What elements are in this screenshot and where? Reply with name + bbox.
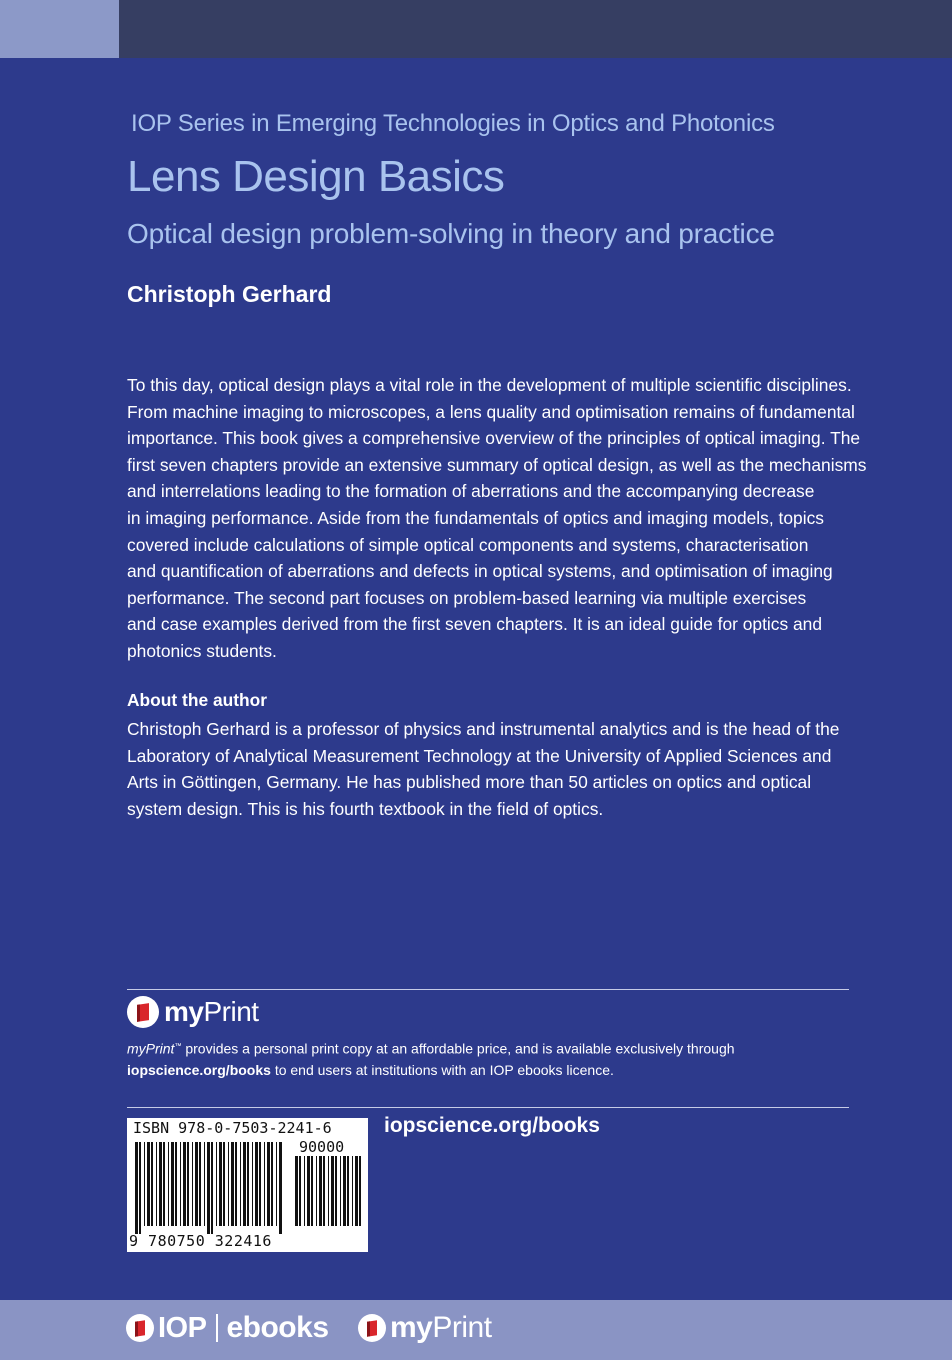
series-title: IOP Series in Emerging Technologies in Optics and Photonics bbox=[131, 110, 775, 137]
myprint-desc-line bbox=[127, 1036, 849, 1060]
barcode-bar bbox=[252, 1142, 253, 1226]
barcode-bar bbox=[171, 1142, 174, 1226]
description-line: To this day, optical design plays a vital role in the development of multiple scientific disciplines. bbox=[127, 375, 852, 395]
author-name: Christoph Gerhard bbox=[127, 281, 332, 307]
about-line: Arts in Göttingen, Germany. He has published more than 50 articles on optics and optical bbox=[127, 772, 812, 793]
barcode-bar bbox=[156, 1142, 157, 1226]
description-line: and quantification of aberrations and defects in optical systems, and optimisation of imaging bbox=[127, 561, 833, 582]
logo-text-my: my bbox=[164, 996, 204, 1027]
myprint-logo bbox=[127, 995, 259, 1029]
barcode-bar bbox=[323, 1156, 325, 1226]
footer-myprint-logo bbox=[358, 1308, 492, 1348]
barcode-bar bbox=[255, 1142, 258, 1226]
barcode-bar bbox=[175, 1142, 177, 1226]
barcode-bar bbox=[207, 1142, 210, 1234]
myprint-description bbox=[127, 1036, 849, 1081]
myprint-desc-line bbox=[127, 1060, 849, 1081]
barcode-bar bbox=[187, 1142, 189, 1226]
description-line: performance. The second part focuses on problem-based learning via multiple exercises bbox=[127, 587, 807, 608]
barcode-bar bbox=[359, 1156, 361, 1226]
logo-separator bbox=[216, 1314, 218, 1342]
barcode-bar bbox=[355, 1156, 358, 1226]
barcode-bar bbox=[159, 1142, 162, 1226]
myprint-brand: myPrint bbox=[127, 1040, 175, 1057]
barcode-bar bbox=[299, 1156, 301, 1226]
website-link[interactable]: iopscience.org/books bbox=[384, 1114, 600, 1137]
barcode-bar bbox=[316, 1156, 317, 1226]
barcode-bar bbox=[271, 1142, 273, 1226]
divider-rule bbox=[127, 1107, 849, 1108]
isbn-label: ISBN 978-0-7503-2241-6 bbox=[133, 1119, 332, 1137]
description-line: and case examples derived from the first seven chapters. It is an ideal guide for optics and bbox=[127, 614, 823, 635]
barcode-bar bbox=[304, 1156, 305, 1226]
barcode-bar bbox=[204, 1142, 205, 1226]
footer-ebooks-text: ebooks bbox=[226, 1311, 329, 1344]
barcode-bar bbox=[168, 1142, 169, 1226]
barcode-bar bbox=[335, 1156, 337, 1226]
footer-print-text: Print bbox=[432, 1311, 492, 1344]
barcode-bar bbox=[195, 1142, 198, 1226]
top-bar-accent bbox=[0, 0, 119, 58]
logo-text-print: Print bbox=[203, 996, 259, 1027]
barcode-bar bbox=[223, 1142, 225, 1226]
barcode-bar bbox=[340, 1156, 341, 1226]
barcode-bar bbox=[276, 1142, 277, 1226]
barcode-bar bbox=[264, 1142, 265, 1226]
barcode-bar bbox=[240, 1142, 241, 1226]
barcode-bar bbox=[228, 1142, 229, 1226]
barcode-bar bbox=[231, 1142, 234, 1226]
barcode-bar bbox=[311, 1156, 313, 1226]
barcode-bar bbox=[352, 1156, 353, 1226]
book-icon bbox=[358, 1314, 386, 1342]
isbn-barcode bbox=[127, 1118, 368, 1252]
description-line: importance. This book gives a comprehensive overview of the principles of optical imaging. The bbox=[127, 428, 861, 449]
description-line: photonics students. bbox=[127, 640, 277, 661]
top-bar bbox=[0, 0, 952, 58]
footer-my-text: my bbox=[390, 1311, 433, 1344]
barcode-bar bbox=[211, 1142, 213, 1234]
barcode-bar bbox=[163, 1142, 165, 1226]
barcode-bar bbox=[235, 1142, 237, 1226]
book-icon bbox=[126, 1314, 154, 1342]
barcode-bar bbox=[243, 1142, 246, 1226]
barcode-bar bbox=[219, 1142, 222, 1226]
barcode-bar bbox=[216, 1142, 217, 1226]
description-line: in imaging performance. Aside from the fundamentals of optics and imaging models, topics bbox=[127, 507, 824, 528]
book-title: Lens Design Basics bbox=[127, 152, 505, 201]
barcode-bar bbox=[279, 1142, 282, 1234]
barcode-bar bbox=[347, 1156, 349, 1226]
trademark-mark: ™ bbox=[174, 1043, 182, 1050]
price-code: 90000 bbox=[299, 1138, 345, 1156]
barcode-bar bbox=[144, 1142, 145, 1226]
iop-ebooks-logo bbox=[126, 1308, 329, 1348]
barcode-bar bbox=[331, 1156, 334, 1226]
barcode-bar bbox=[147, 1142, 150, 1226]
footer-bar bbox=[0, 1300, 952, 1360]
about-author-heading: About the author bbox=[127, 690, 268, 710]
barcode-bar bbox=[139, 1142, 141, 1234]
description-line: covered include calculations of simple optical components and systems, characterisation bbox=[127, 534, 809, 555]
barcode-bar bbox=[199, 1142, 201, 1226]
divider-rule bbox=[127, 989, 849, 990]
barcode-bar bbox=[259, 1142, 261, 1226]
about-line: Christoph Gerhard is a professor of physics and instrumental analytics and is the head of the bbox=[127, 719, 840, 739]
myprint-desc-link[interactable]: iopscience.org/books bbox=[127, 1061, 271, 1078]
myprint-desc-text: to end users at institutions with an IOP ebooks licence. bbox=[270, 1061, 614, 1078]
myprint-desc-text: provides a personal print copy at an affordable price, and is available exclusively through bbox=[181, 1040, 735, 1057]
description-line: and interrelations leading to the formation of aberrations and the accompanying decrease bbox=[127, 481, 815, 502]
barcode-bar bbox=[180, 1142, 181, 1226]
book-icon bbox=[127, 996, 159, 1028]
about-author-text bbox=[127, 716, 852, 822]
barcode-bar bbox=[267, 1142, 270, 1226]
barcode-bar bbox=[307, 1156, 310, 1226]
ean-digits: 9 780750 322416 bbox=[129, 1232, 272, 1250]
barcode-bar bbox=[343, 1156, 346, 1226]
about-line: system design. This is his fourth textbook in the field of optics. bbox=[127, 798, 604, 819]
barcode-bar bbox=[135, 1142, 138, 1234]
description-line: From machine imaging to microscopes, a lens quality and optimisation remains of fundamental bbox=[127, 401, 855, 422]
barcode-bar bbox=[192, 1142, 193, 1226]
footer-iop-text: IOP bbox=[158, 1311, 207, 1344]
barcode-bar bbox=[183, 1142, 186, 1226]
barcode-bars bbox=[135, 1142, 283, 1234]
book-subtitle: Optical design problem-solving in theory and practice bbox=[127, 218, 775, 249]
barcode-bar bbox=[247, 1142, 249, 1226]
barcode-addon-bars bbox=[295, 1156, 361, 1234]
book-description bbox=[127, 372, 867, 665]
barcode-bar bbox=[328, 1156, 329, 1226]
barcode-bar bbox=[151, 1142, 153, 1226]
barcode-bar bbox=[319, 1156, 322, 1226]
barcode-bar bbox=[295, 1156, 298, 1226]
about-line: Laboratory of Analytical Measurement Technology at the University of Applied Sciences and bbox=[127, 745, 832, 766]
description-line: first seven chapters provide an extensive summary of optical design, as well as the mechanisms bbox=[127, 454, 867, 475]
